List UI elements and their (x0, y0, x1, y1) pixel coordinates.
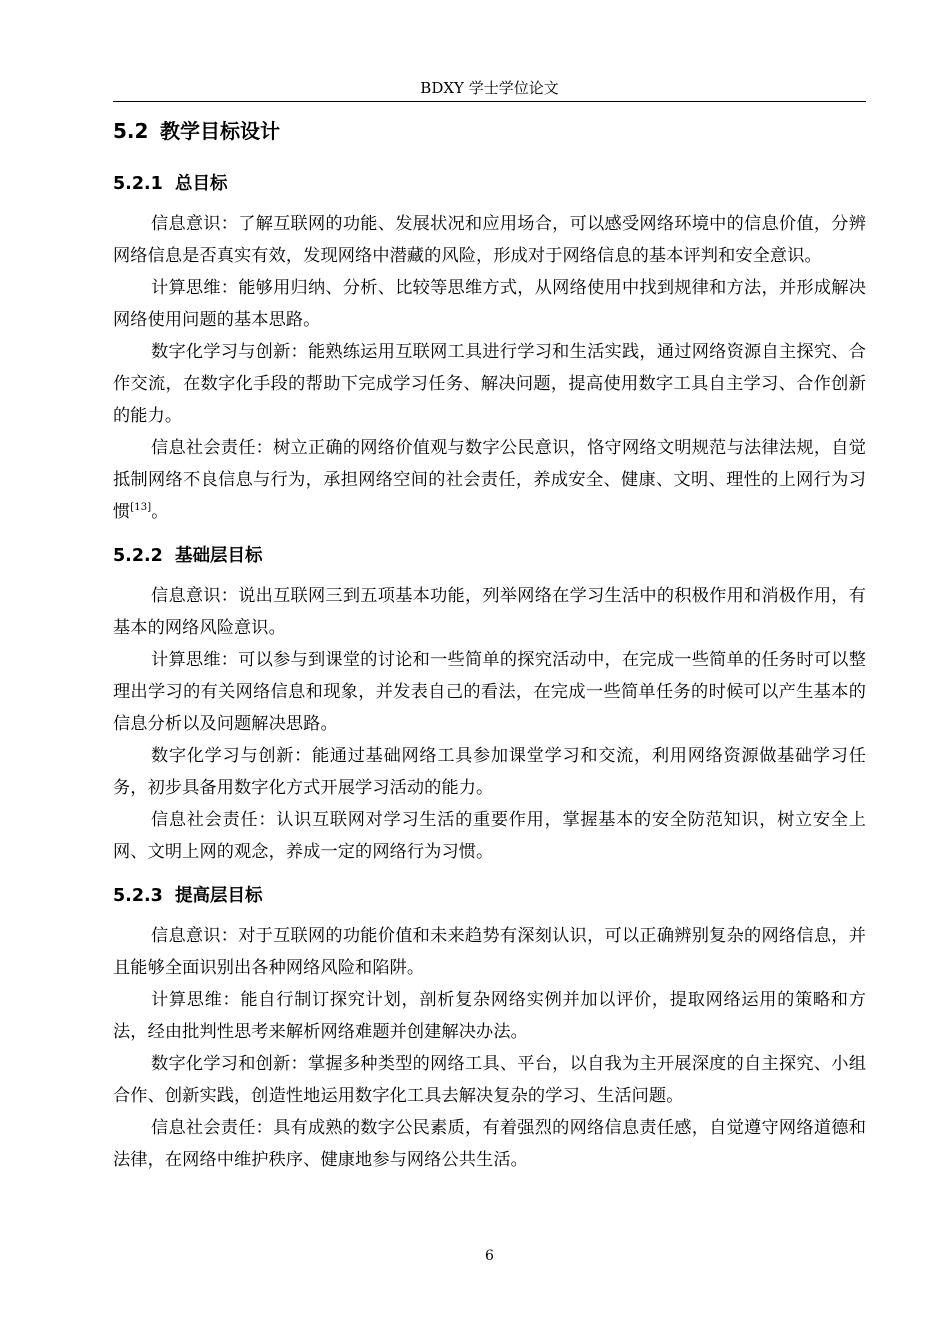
section-number: 5.2 (113, 119, 149, 143)
subsection-5-2-1 (113, 170, 866, 528)
subsection-number: 5.2.1 (113, 174, 163, 194)
paragraph (113, 432, 866, 528)
paragraph: 计算思维：可以参与到课堂的讨论和一些简单的探究活动中，在完成一些简单的任务时可以整理出学习的有关网络信息和现象，并发表自己的看法，在完成一些简单任务的时候可以产生基本的信息分析以及问题解决思路。 (113, 650, 866, 734)
subsection-number: 5.2.3 (113, 886, 163, 906)
section-title: 教学目标设计 (160, 119, 280, 143)
subsection-5-2-2 (113, 542, 866, 868)
page-number: 6 (485, 1248, 494, 1264)
subsection-number: 5.2.2 (113, 546, 163, 566)
subsection-title: 总目标 (175, 174, 228, 194)
paragraph: 计算思维：能自行制订探究计划，剖析复杂网络实例并加以评价，提取网络运用的策略和方法，经由批判性思考来解析网络难题并创建解决办法。 (113, 990, 866, 1042)
page-content (113, 114, 866, 1176)
paragraph: 信息意识：说出互联网三到五项基本功能，列举网络在学习生活中的积极作用和消极作用，有基本的网络风险意识。 (113, 586, 866, 638)
subsection-5-2-3 (113, 882, 866, 1176)
paragraph: 信息意识：了解互联网的功能、发展状况和应用场合，可以感受网络环境中的信息价值，分辨网络信息是否真实有效，发现网络中潜藏的风险，形成对于网络信息的基本评判和安全意识。 (113, 214, 866, 266)
paragraph-text: 信息社会责任：树立正确的网络价值观与数字公民意识，恪守网络文明规范与法律法规，自觉抵制网络不良信息与行为，承担网络空间的社会责任，养成安全、健康、文明、理性的上网行为习惯 (113, 438, 866, 522)
running-header: BDXY 学士学位论文 (420, 79, 559, 97)
subsection-heading (113, 542, 866, 570)
paragraph: 数字化学习和创新：掌握多种类型的网络工具、平台，以自我为主开展深度的自主探究、小组合作、创新实践，创造性地运用数字化工具去解决复杂的学习、生活问题。 (113, 1054, 866, 1106)
subsection-heading (113, 882, 866, 910)
paragraph-end-mark: 。 (151, 502, 169, 522)
header-rule (113, 101, 866, 102)
paragraph: 数字化学习与创新：能通过基础网络工具参加课堂学习和交流，利用网络资源做基础学习任务，初步具备用数字化方式开展学习活动的能力。 (113, 746, 866, 798)
paragraph: 信息社会责任：具有成熟的数字公民素质，有着强烈的网络信息责任感，自觉遵守网络道德和法律，在网络中维护秩序、健康地参与网络公共生活。 (113, 1118, 866, 1170)
paragraph: 信息意识：对于互联网的功能价值和未来趋势有深刻认识，可以正确辨别复杂的网络信息，并且能够全面识别出各种网络风险和陷阱。 (113, 926, 866, 978)
paragraph: 数字化学习与创新：能熟练运用互联网工具进行学习和生活实践，通过网络资源自主探究、合作交流，在数字化手段的帮助下完成学习任务、解决问题，提高使用数字工具自主学习、合作创新的能力。 (113, 342, 866, 426)
paragraph: 信息社会责任：认识互联网对学习生活的重要作用，掌握基本的安全防范知识，树立安全上网、文明上网的观念，养成一定的网络行为习惯。 (113, 810, 866, 862)
section-heading (113, 114, 866, 148)
subsection-heading (113, 170, 866, 198)
citation-reference: [13] (130, 502, 152, 513)
paragraph: 计算思维：能够用归纳、分析、比较等思维方式，从网络使用中找到规律和方法，并形成解决网络使用问题的基本思路。 (113, 278, 866, 330)
subsection-title: 提高层目标 (175, 886, 263, 906)
subsection-title: 基础层目标 (175, 546, 263, 566)
